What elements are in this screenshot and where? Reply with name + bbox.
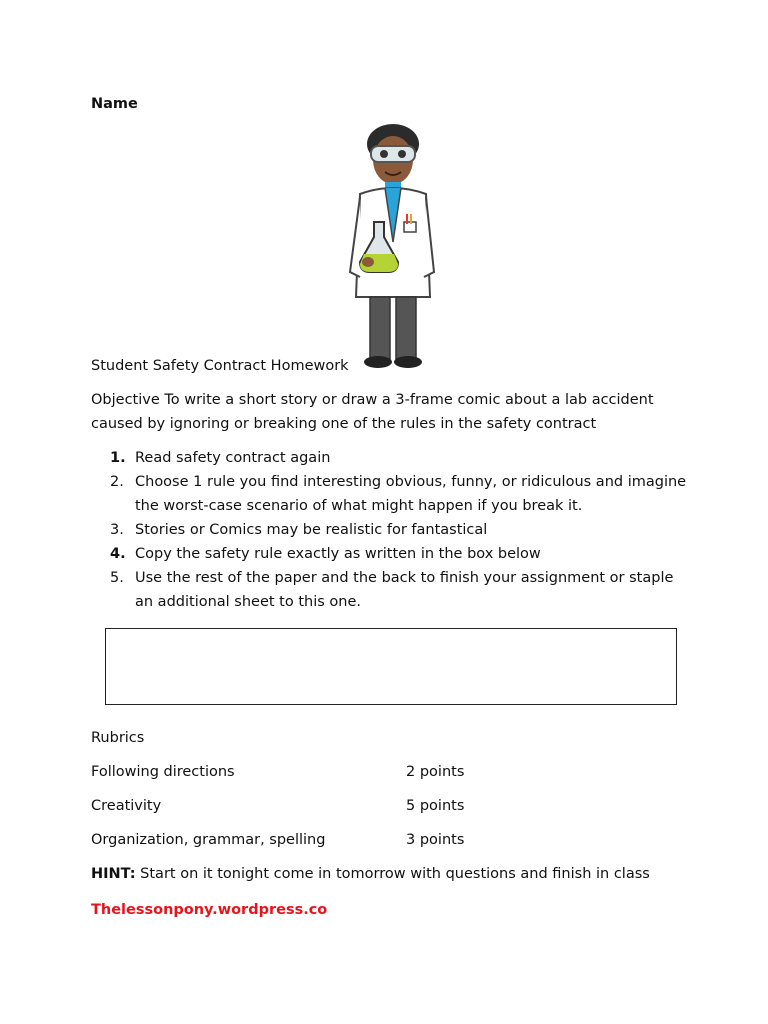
rubric-points: 2 points bbox=[406, 764, 465, 780]
scientist-illustration bbox=[338, 122, 448, 372]
list-text: the worst-case scenario of what might happen if you break it. bbox=[135, 498, 583, 514]
safety-rule-box[interactable] bbox=[105, 628, 677, 705]
rubric-points: 5 points bbox=[406, 798, 465, 814]
list-text: an additional sheet to this one. bbox=[135, 594, 362, 610]
list-text: Use the rest of the paper and the back to finish your assignment or staple bbox=[135, 570, 674, 586]
list-text: Choose 1 rule you find interesting obvious, funny, or ridiculous and imagine bbox=[135, 474, 687, 490]
rubric-label: Organization, grammar, spelling bbox=[91, 832, 326, 848]
objective-line-2: caused by ignoring or breaking one of the rules in the safety contract bbox=[91, 416, 597, 432]
hint-label: HINT: bbox=[91, 866, 136, 882]
rubric-row bbox=[91, 760, 691, 784]
rubrics-heading: Rubrics bbox=[91, 730, 145, 746]
hint-text: Start on it tonight come in tomorrow with questions and finish in class bbox=[135, 866, 650, 882]
rubric-label: Creativity bbox=[91, 798, 162, 814]
list-number: 4. bbox=[110, 546, 126, 562]
list-text: Read safety contract again bbox=[135, 450, 331, 466]
page-title: Student Safety Contract Homework bbox=[91, 358, 349, 374]
rubric-points: 3 points bbox=[406, 832, 465, 848]
footer-link[interactable]: Thelessonpony.wordpress.co bbox=[91, 902, 328, 918]
hint-line bbox=[91, 862, 650, 886]
list-number: 2. bbox=[110, 474, 124, 490]
list-text: Copy the safety rule exactly as written in the box below bbox=[135, 546, 541, 562]
rubric-row bbox=[91, 794, 691, 818]
list-number: 3. bbox=[110, 522, 124, 538]
rubric-row bbox=[91, 828, 691, 852]
list-text: Stories or Comics may be realistic for fantastical bbox=[135, 522, 488, 538]
list-number: 1. bbox=[110, 450, 126, 466]
list-number: 5. bbox=[110, 570, 124, 586]
objective-line-1: Objective To write a short story or draw a 3-frame comic about a lab accident bbox=[91, 392, 654, 408]
name-label: Name bbox=[91, 96, 138, 112]
rubric-label: Following directions bbox=[91, 764, 235, 780]
